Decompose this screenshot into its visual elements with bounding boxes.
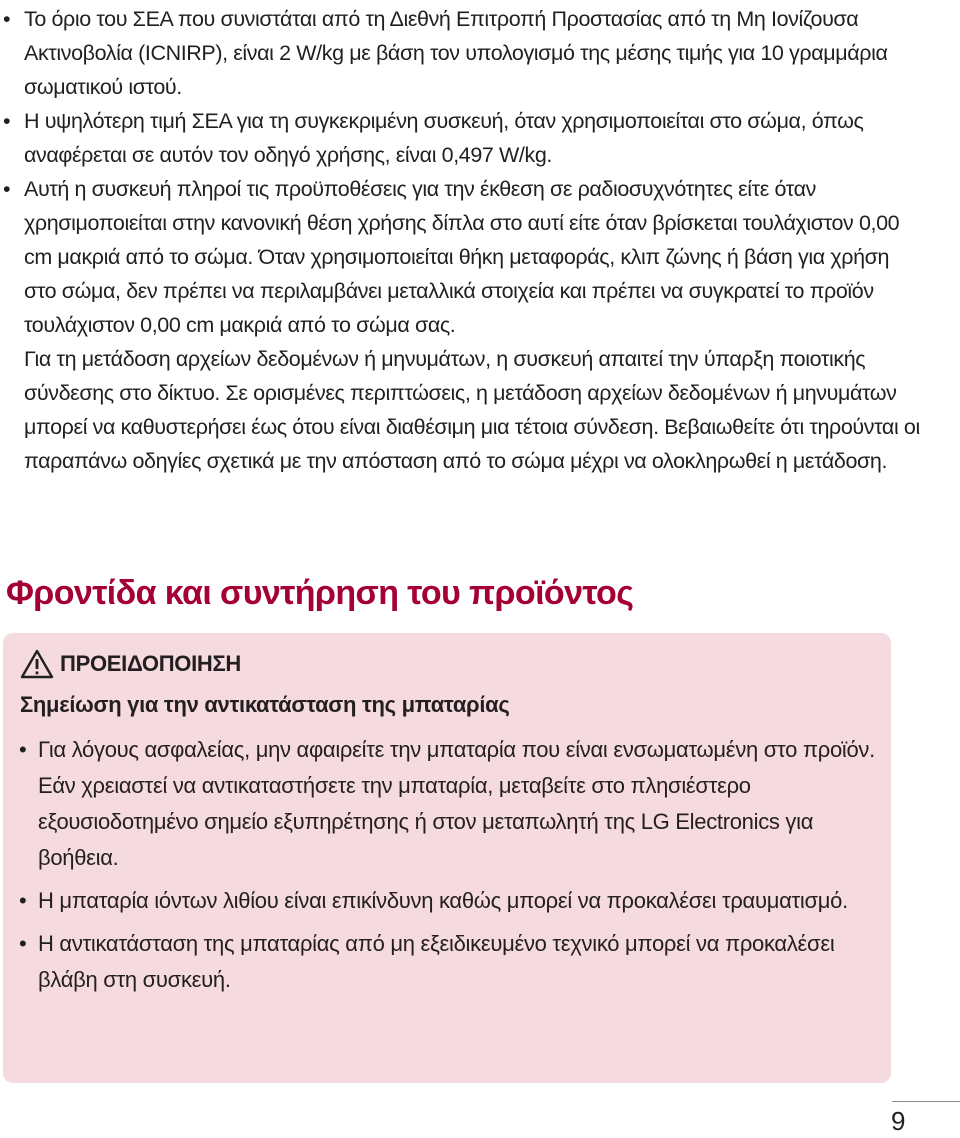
warning-subtitle: Σημείωση για την αντικατάσταση της μπαταρίας (20, 692, 510, 717)
bullet-text: • Η υψηλότερη τιμή ΣΕΑ για τη συγκεκριμένη συσκευή, όταν χρησιμοποιείται στο σώμα, όπως αναφέρεται σε αυτόν τον οδηγό χρήσης, είναι 0,497 W/kg. (24, 109, 864, 167)
warning-bullet-list (17, 732, 877, 1005)
bullet-text: • Αυτή η συσκευή πληροί τις προϋποθέσεις για την έκθεση σε ραδιοσυχνότητες είτε όταν χρησιμοποιείται στην κανονική θέση χρήσης δίπλα στο αυτί είτε όταν βρίσκεται τουλάχιστον 0,00 cm μακριά από το σώμα. Όταν χρησιμοποιείται θήκη μεταφοράς, κλιπ ζώνης ή βάση για χρήση στο σώμα, δεν πρέπει να περιλαμβάνει μεταλλικά στοιχεία και πρέπει να συγκρατεί το προϊόν τουλάχιστον 0,00 cm μακριά από το σώμα σας. (24, 177, 900, 337)
warning-triangle-icon (20, 649, 54, 679)
warning-item-text: • Η μπαταρία ιόντων λιθίου είναι επικίνδυνη καθώς μπορεί να προκαλέσει τραυματισμό. (38, 888, 848, 913)
warning-item-continuation-text: Εάν χρειαστεί να αντικαταστήσετε την μπαταρία, μεταβείτε στο πλησιέστερο εξουσιοδοτημένο σημείο εξυπηρέτησης ή στον μεταπωλητή της LG Electronics για βοήθεια. (38, 773, 814, 870)
warning-label: ΠΡΟΕΙΔΟΠΟΙΗΣΗ (60, 651, 241, 676)
warning-item-lithium-danger (17, 883, 877, 919)
warning-header (20, 648, 241, 680)
bullet-continuation-text: Για τη μετάδοση αρχείων δεδομένων ή μηνυμάτων, η συσκευή απαιτεί την ύπαρξη ποιοτικής σύνδεσης στο δίκτυο. Σε ορισμένες περιπτώσεις, η μετάδοση αρχείων δεδομένων ή μηνυμάτων μπορεί να καθυστερήσει έως ότου είναι διαθέσιμη μια τέτοια σύνδεση. Βεβαιωθείτε ότι τηρούνται οι παραπάνω οδηγίες σχετικά με την απόσταση από το σώμα μέχρι να ολοκληρωθεί η μετάδοση. (24, 347, 920, 473)
bullet-text: • Το όριο του ΣΕΑ που συνιστάται από τη Διεθνή Επιτροπή Προστασίας από τη Μη Ιονίζουσα Ακτινοβολία (ICNIRP), είναι 2 W/kg με βάση τον υπολογισμό της μέσης τιμής για 10 γραμμάρια σωματικού ιστού. (24, 7, 888, 99)
bullet-item-sar-limit (0, 2, 920, 104)
bullet-item-sar-highest (0, 104, 920, 172)
spec-bullet-list (0, 2, 920, 478)
bullet-item-body-distance (0, 172, 920, 478)
warning-item-unqualified-replacement (17, 926, 877, 998)
page-number-rule (892, 1101, 960, 1102)
page-number: 9 (891, 1106, 906, 1136)
warning-item-text: • Η αντικατάσταση της μπαταρίας από μη εξειδικευμένο τεχνικό μπορεί να προκαλέσει βλάβη στη συσκευή. (38, 931, 835, 992)
warning-item-text: • Για λόγους ασφαλείας, μην αφαιρείτε την μπαταρία που είναι ενσωματωμένη στο προϊόν. (38, 737, 875, 762)
section-title: Φροντίδα και συντήρηση του προϊόντος (6, 574, 634, 612)
warning-item-do-not-remove (17, 732, 877, 876)
warning-box (3, 633, 891, 1083)
